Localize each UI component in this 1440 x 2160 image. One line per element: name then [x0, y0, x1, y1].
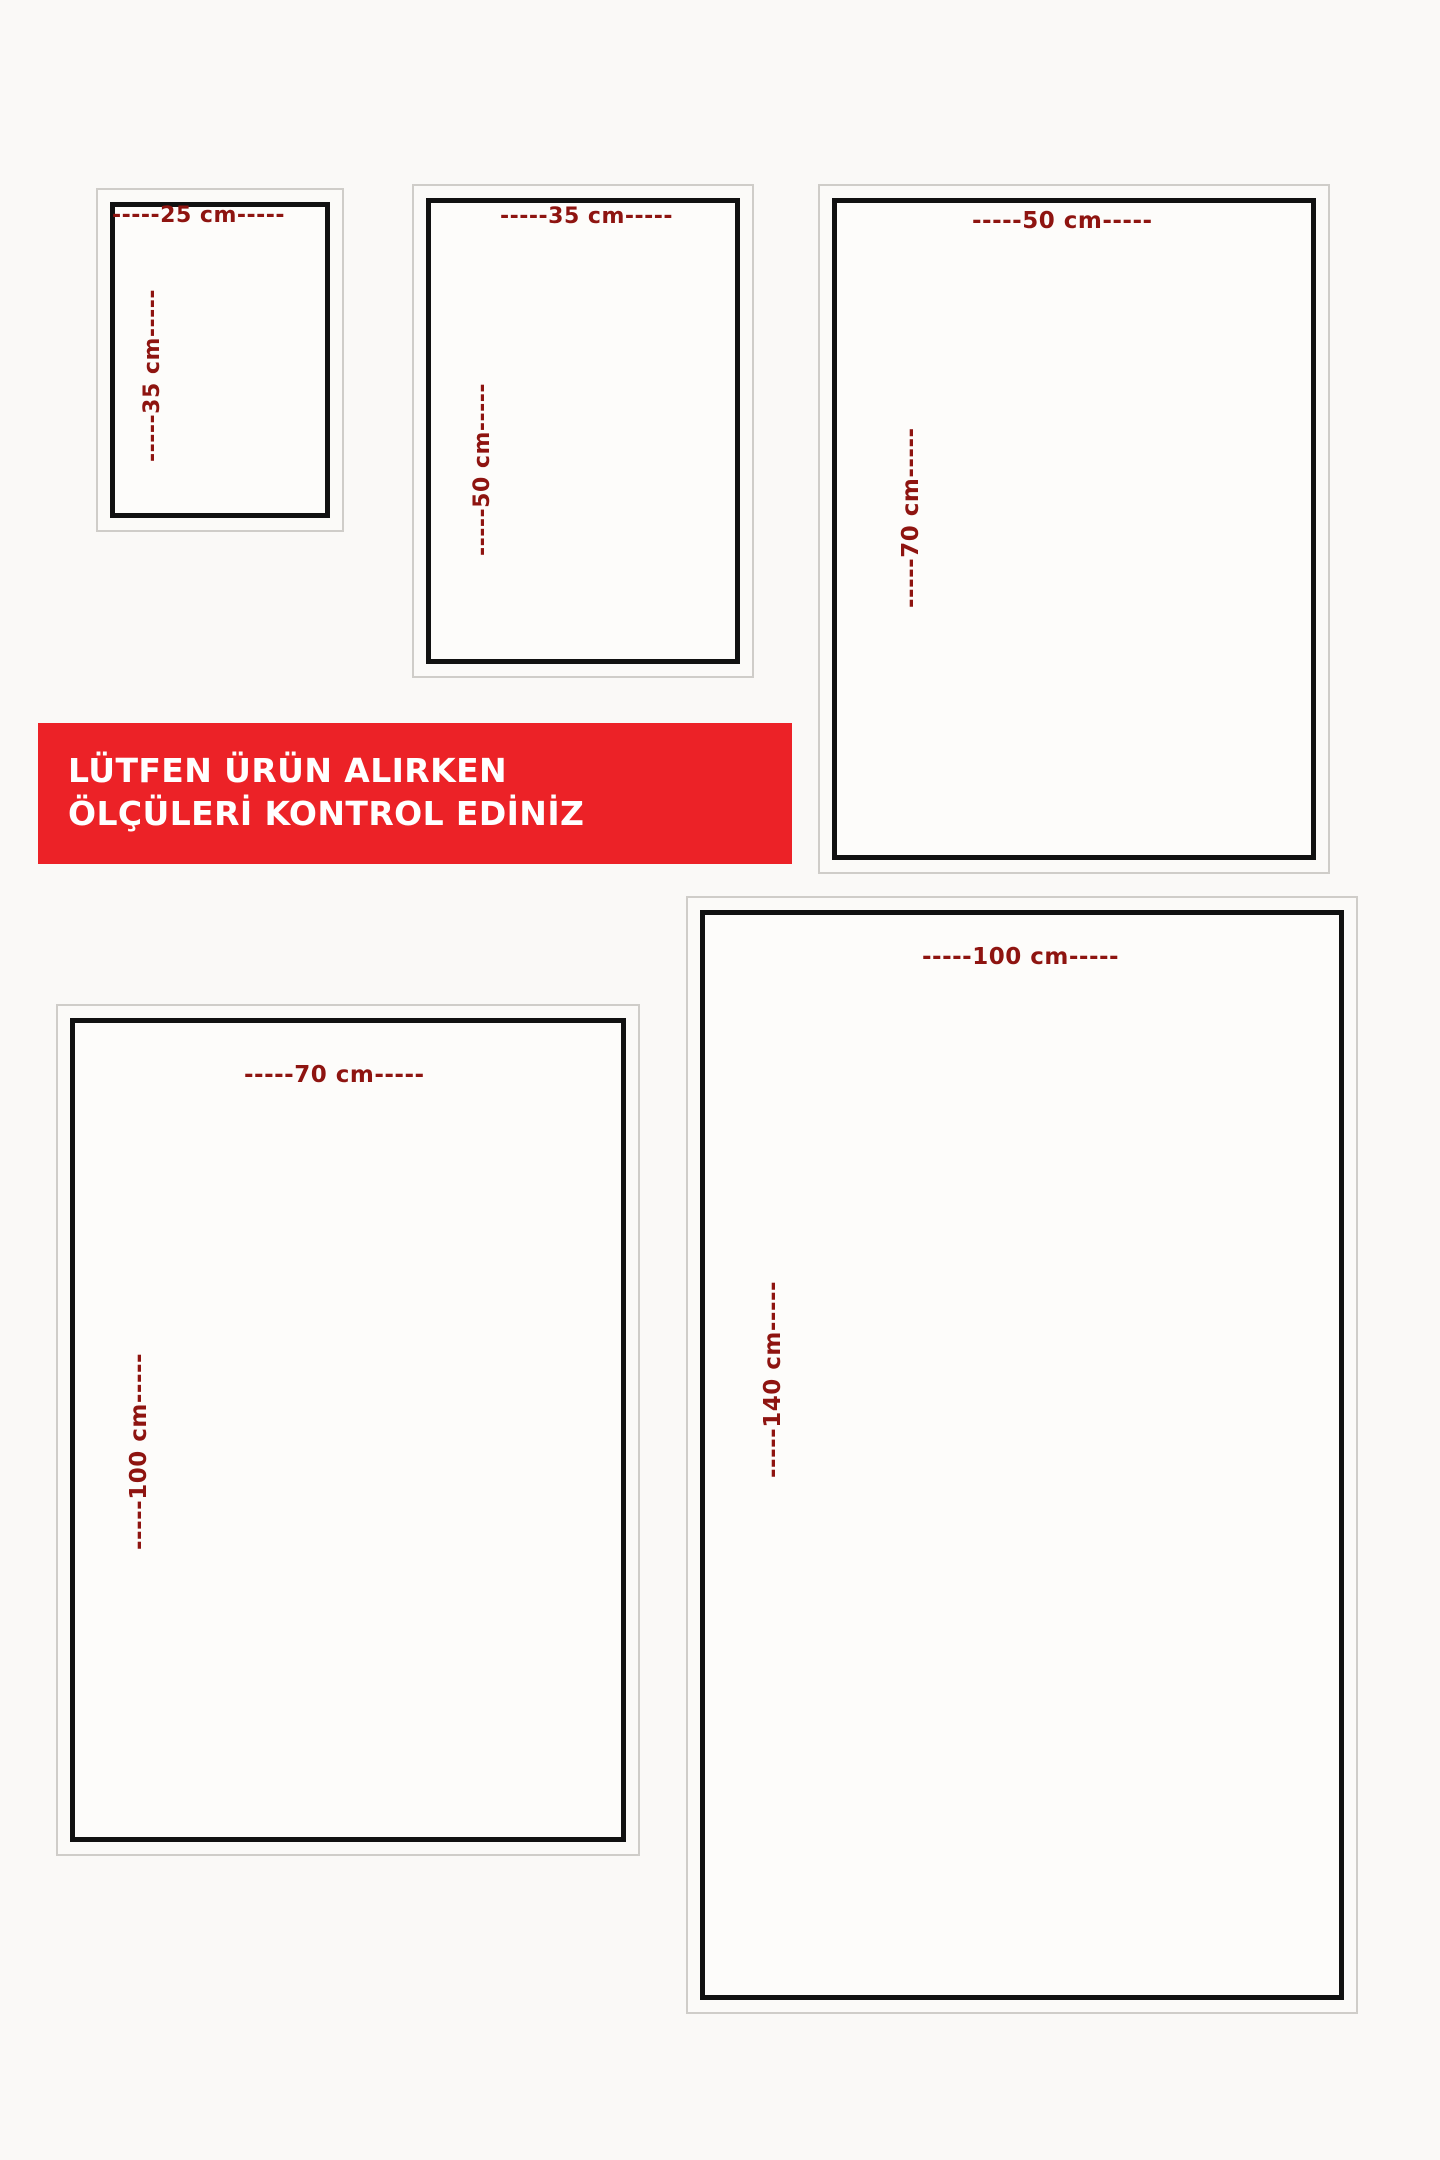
notice-line-2: ÖLÇÜLERİ KONTROL EDİNİZ: [68, 793, 585, 833]
frame-70x100-width-dim: -----70 cm-----: [244, 1062, 425, 1088]
frame-25x35-height-dim: -----35 cm-----: [140, 288, 165, 462]
notice-line-1: LÜTFEN ÜRÜN ALIRKEN: [68, 751, 508, 791]
frame-35x50-width-dim: -----35 cm-----: [500, 204, 674, 229]
frame-25x35: [96, 188, 344, 532]
frame-100x140: [686, 896, 1358, 2014]
frame-100x140-inner: [700, 910, 1344, 2000]
frame-35x50: [412, 184, 754, 678]
frame-70x100-inner: [70, 1018, 626, 1842]
frame-50x70: [818, 184, 1330, 874]
frame-25x35-width-dim: -----25 cm-----: [112, 203, 286, 228]
frame-50x70-height-dim: -----70 cm-----: [898, 427, 924, 608]
notice-banner: [38, 723, 792, 864]
frame-50x70-width-dim: -----50 cm-----: [972, 208, 1153, 234]
frame-100x140-width-dim: -----100 cm-----: [922, 944, 1120, 970]
frame-100x140-height-dim: -----140 cm-----: [760, 1280, 786, 1478]
frame-70x100-height-dim: -----100 cm-----: [126, 1352, 152, 1550]
frame-35x50-height-dim: -----50 cm-----: [470, 382, 495, 556]
